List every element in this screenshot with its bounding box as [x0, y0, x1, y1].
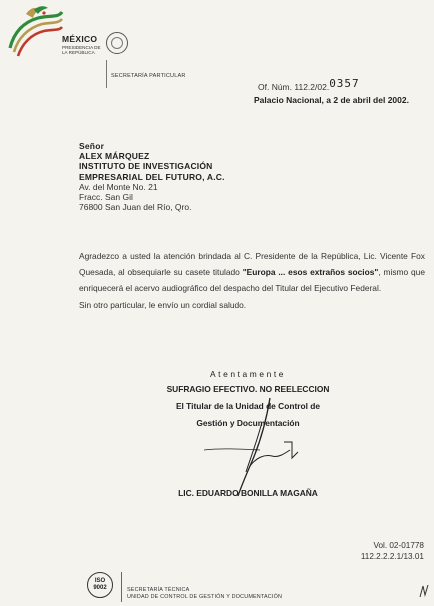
- footer-text: [127, 587, 282, 601]
- motto: SUFRAGIO EFECTIVO. NO REELECCION: [166, 384, 330, 394]
- office-number-stamp: 0357: [329, 77, 360, 90]
- office-number-prefix: Of. Núm. 112.2/02.: [258, 82, 330, 92]
- handwritten-signature: [200, 392, 320, 502]
- iso-number: 9002: [93, 585, 107, 591]
- footer-line-1: SECRETARÍA TÉCNICA: [127, 587, 190, 593]
- volume-number: Vol. 02-01778: [373, 541, 424, 550]
- signer-title-line-1: El Titular de la Unidad de Control de: [175, 401, 321, 411]
- address-street: Av. del Monte No. 21: [79, 181, 158, 192]
- footer-divider: [121, 572, 122, 602]
- salutation: Señor: [79, 141, 105, 151]
- signer-name: LIC. EDUARDO BONILLA MAGAÑA: [178, 488, 318, 498]
- institution-line-2: EMPRESARIAL DEL FUTURO, A.C.: [79, 171, 225, 182]
- addressee-block: [79, 141, 225, 212]
- body-paragraph: [79, 248, 425, 296]
- control-numbers: [361, 540, 424, 562]
- presidency-line-2: LA REPÚBLICA: [62, 50, 95, 56]
- footer-line-2: UNIDAD DE CONTROL DE GESTIÓN Y DOCUMENTACIÓN: [127, 594, 283, 600]
- eagle-emblem-icon: [4, 4, 64, 60]
- place-date: Palacio Nacional, a 2 de abril del 2002.: [254, 95, 409, 105]
- presidency-line-1: PRESIDENCIA DE: [62, 45, 101, 50]
- body-text-2: , mismo que enriquecerá el acervo audiográfico del despacho del Titular del Ejecutivo Federal.: [79, 267, 425, 293]
- handwritten-mark-icon: [418, 583, 430, 599]
- iso-certification-seal: [87, 572, 113, 598]
- iso-label: ISO: [94, 578, 106, 584]
- department-name: SECRETARÍA PARTICULAR: [111, 73, 186, 79]
- cassette-title: "Europa ... esos extraños socios": [242, 267, 379, 277]
- valediction: Atentamente: [209, 369, 287, 379]
- institution-line-1: INSTITUTO DE INVESTIGACIÓN: [79, 161, 213, 172]
- header-divider: [106, 60, 107, 88]
- body-text-1: Agradezco a usted la atención brindada al C. Presidente de la República, Lic. Vicente Fox Quesada, al obsequiarle su casete titulado: [79, 251, 425, 277]
- address-neighborhood: Fracc. San Gil: [79, 192, 133, 203]
- addressee-name: ALEX MÁRQUEZ: [79, 151, 150, 162]
- national-seal-icon: [106, 32, 128, 54]
- country-name: MÉXICO: [62, 34, 98, 44]
- signer-title-line-2: Gestión y Documentación: [196, 418, 300, 428]
- address-city: 76800 San Juan del Río, Qro.: [79, 202, 192, 213]
- closing-line: Sin otro particular, le envío un cordial saludo.: [79, 300, 247, 310]
- office-number: [258, 77, 360, 93]
- presidency-label: [62, 45, 110, 55]
- file-code: 112.2.2.2.1/13.01: [360, 552, 424, 561]
